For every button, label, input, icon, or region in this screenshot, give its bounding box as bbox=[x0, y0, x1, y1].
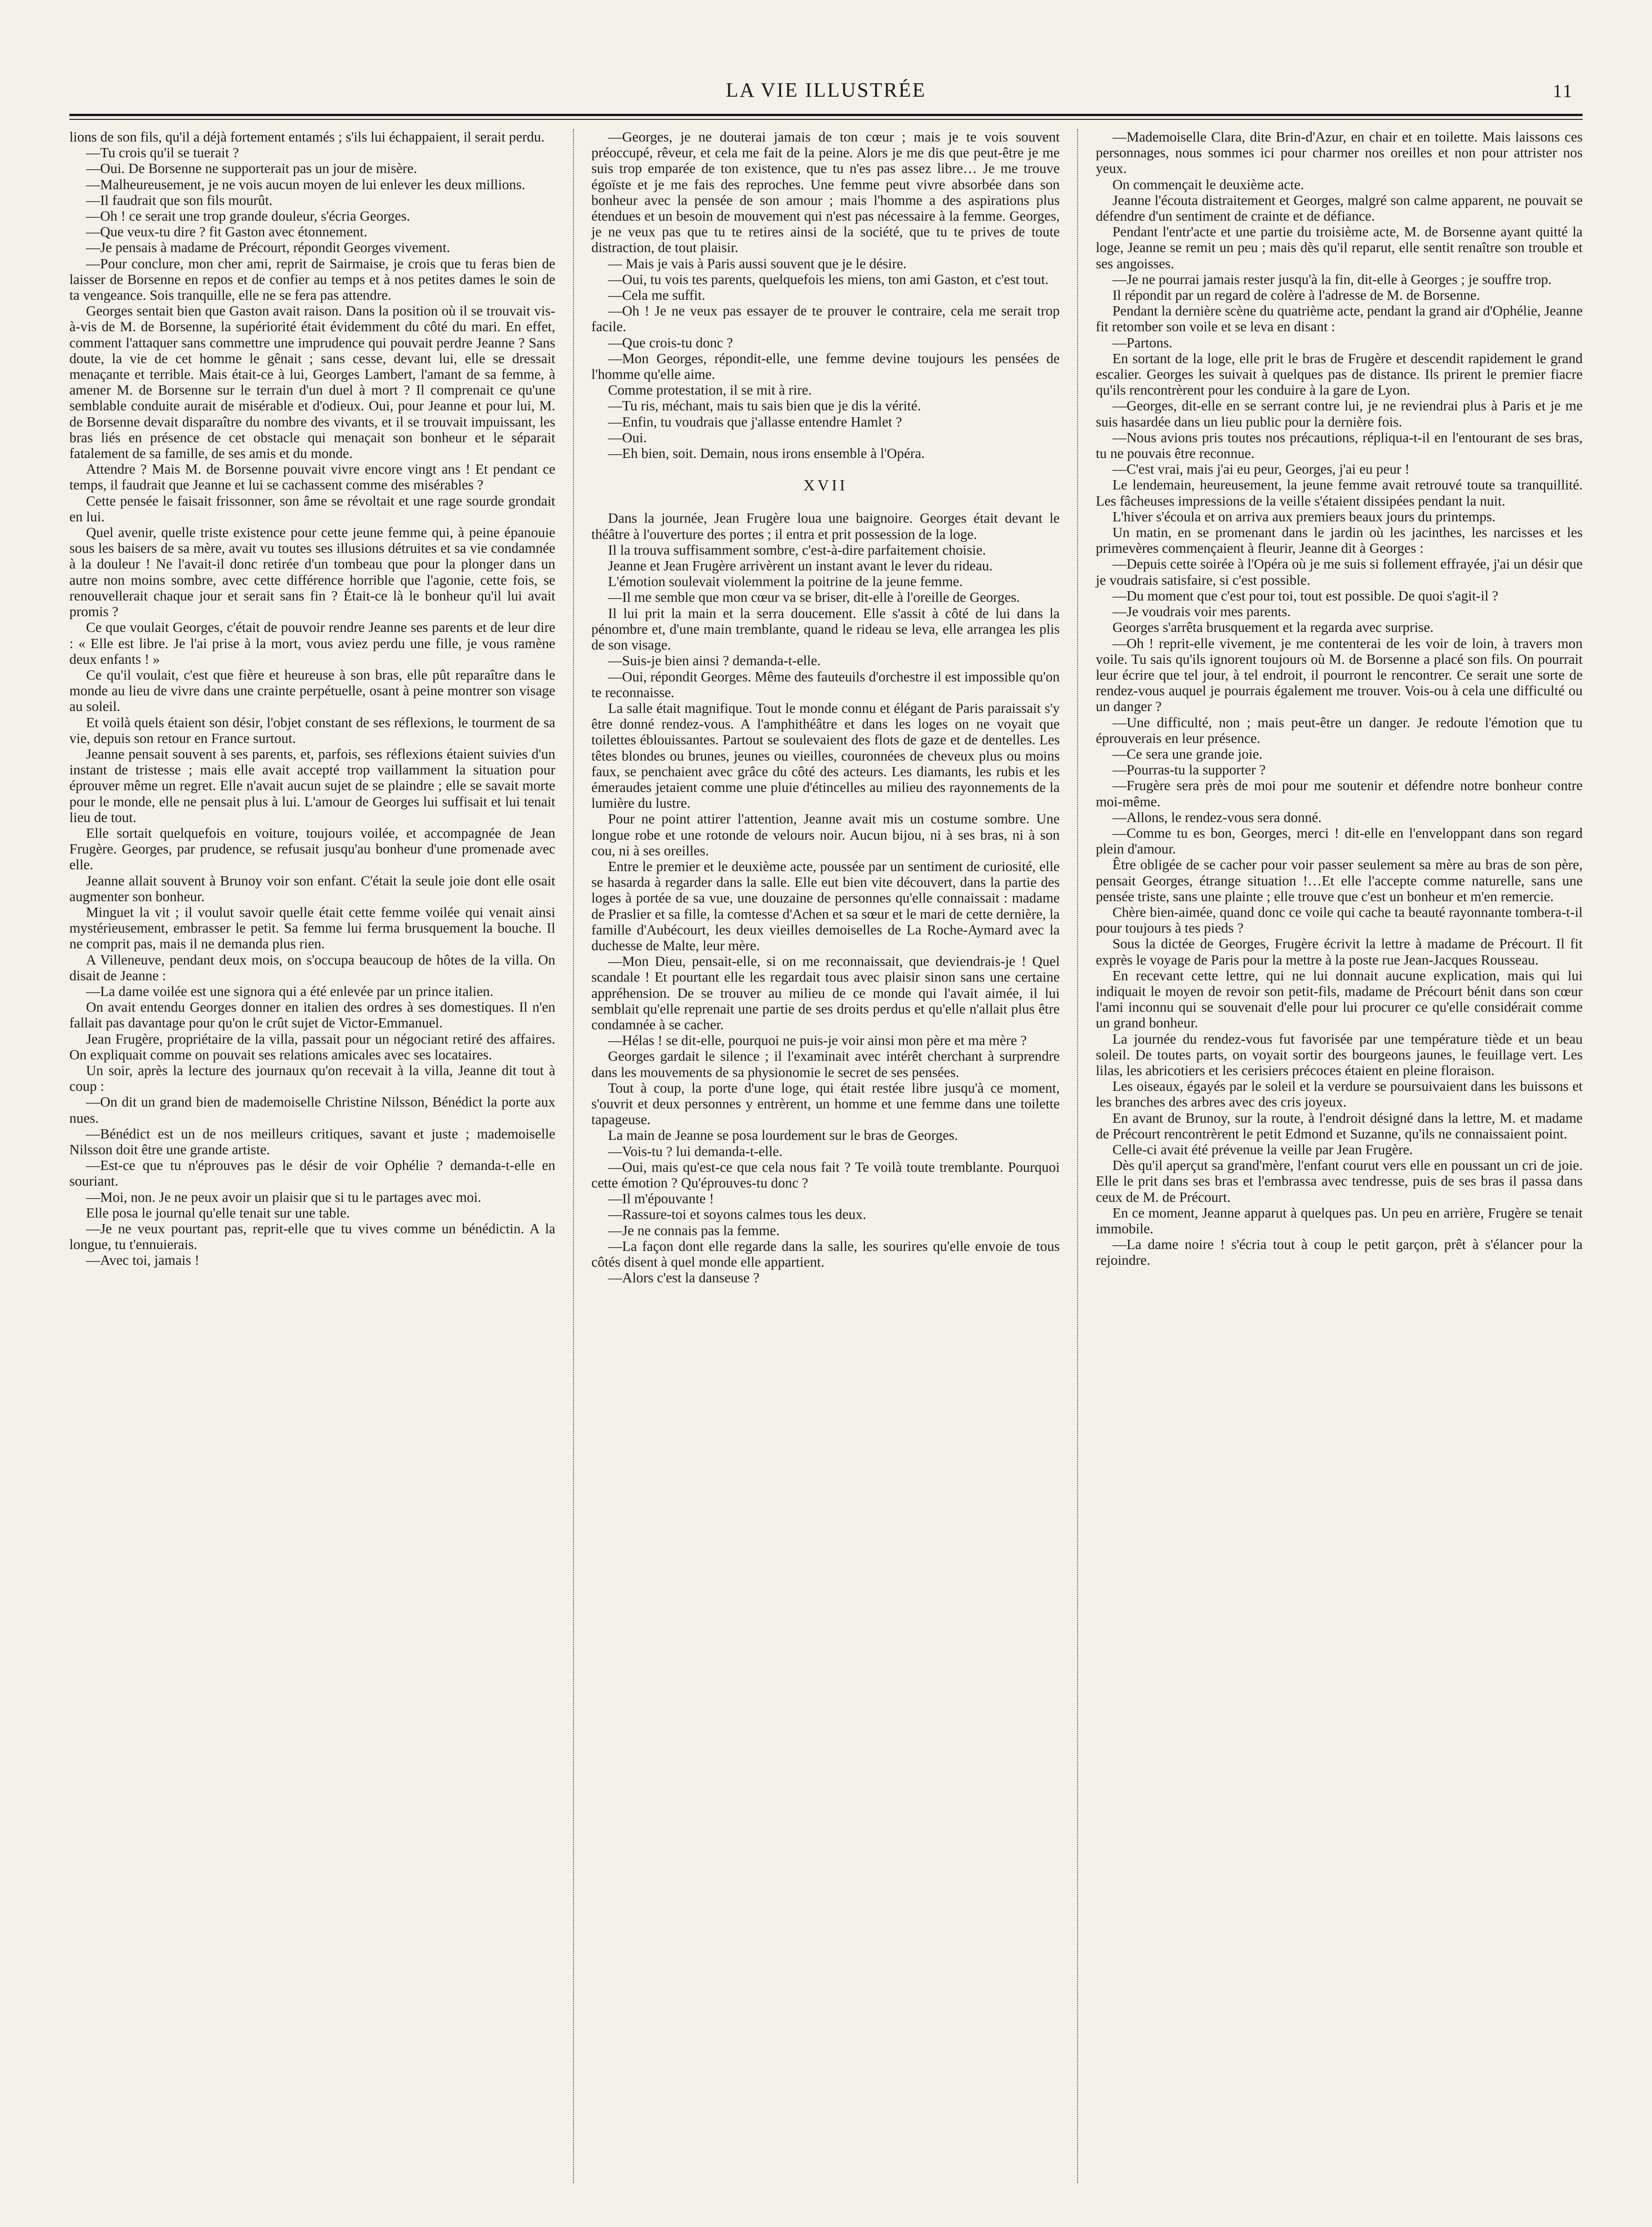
paragraph: —Oui, répondit Georges. Même des fauteuils d'orchestre il est impossible qu'on te reconnaisse. bbox=[591, 668, 1060, 700]
paragraph: En avant de Brunoy, sur la route, à l'endroit désigné dans la lettre, M. et madame de Précourt rencontrèrent le petit Edmond et Suzanne, qu'ils ne connaissaient point. bbox=[1096, 1110, 1583, 1142]
paragraph: Il la trouva suffisamment sombre, c'est-à-dire parfaitement choisie. bbox=[608, 542, 986, 558]
paragraph: Jeanne et Jean Frugère arrivèrent un instant avant le lever du rideau. bbox=[608, 558, 993, 574]
paragraph: —La façon dont elle regarde dans la salle, les sourires qu'elle envoie de tous côtés disent à quel monde elle appartient. bbox=[591, 1238, 1060, 1270]
paragraph: —Tu ris, méchant, mais tu sais bien que je dis la vérité. bbox=[608, 398, 921, 414]
paragraph: lions de son fils, qu'il a déjà fortement entamés ; s'ils lui échappaient, il serait perdu. bbox=[69, 129, 545, 145]
paragraph: —Pourras-tu la supporter ? bbox=[1112, 762, 1266, 778]
paragraph: Celle-ci avait été prévenue la veille par Jean Frugère. bbox=[1112, 1142, 1413, 1157]
paragraph: Être obligée de se cacher pour voir passer seulement sa mère au bras de son père, pensait Georges, étrange situation !…Et elle l'accepte comme naturelle, sans une pensée triste, sans une plainte ; elle trouve que c'est un bonheur et m'en remercie. bbox=[1096, 857, 1583, 904]
paragraph: —Une difficulté, non ; mais peut-être un danger. Je redoute l'émotion que tu éprouverais en leur présence. bbox=[1096, 714, 1583, 746]
paragraph: —Oui, tu vois tes parents, quelquefois les miens, ton ami Gaston, et c'est tout. bbox=[608, 271, 1049, 287]
paragraph: —Georges, je ne douterai jamais de ton cœur ; mais je te vois souvent préoccupé, rêveur, et cela me fait de la peine. Alors je me dis que peut-être je me suis trop emparée de ton existence, que tu n'es pas assez libre… Je me trouve égoïste et je me fais des reproches. Une femme peut vivre absorbée dans son bonheur avec la pensée de son amour ; mais l'homme a des aspirations plus étendues et un besoin de mouvement qui n'est pas nécessaire à la femme. Georges, je ne veux pas que tu te retires ainsi de la société, que tu te prives de toute distraction, de tout plaisir. bbox=[591, 129, 1060, 256]
column-middle bbox=[574, 129, 1079, 2183]
paragraph: —Mon Dieu, pensait-elle, si on me reconnaissait, que deviendrais-je ! Quel scandale ! Et pourtant elle les regardait tous avec plaisir sinon sans une certaine appréhension. De se trouver au milieu de ce monde qui l'avait aimée, il lui semblait qu'elle reprenait une partie de ses droits perdus et qu'elle n'allait plus être condamnée à se cacher. bbox=[591, 953, 1060, 1033]
paragraph: Pour ne point attirer l'attention, Jeanne avait mis un costume sombre. Une longue robe et une rotonde de velours noir. Aucun bijou, ni à ses bras, ni à son cou, ni à ses oreilles. bbox=[591, 811, 1060, 859]
paragraph: —Je ne connais pas la femme. bbox=[608, 1222, 780, 1238]
paragraph: —Allons, le rendez-vous sera donné. bbox=[1112, 809, 1322, 825]
paragraph: A Villeneuve, pendant deux mois, on s'occupa beaucoup de hôtes de la villa. On disait de Jeanne : bbox=[69, 952, 555, 984]
paragraph: Elle posa le journal qu'elle tenait sur une table. bbox=[86, 1205, 350, 1221]
article-columns bbox=[69, 129, 1583, 2183]
paragraph: —Georges, dit-elle en se serrant contre lui, je ne reviendrai plus à Paris et je me suis hasardée dans un lieu public pour la dernière fois. bbox=[1096, 398, 1583, 430]
paragraph: Georges gardait le silence ; il l'examinait avec intérêt cherchant à surprendre dans les mouvements de sa physionomie le secret de ses pensées. bbox=[591, 1048, 1060, 1080]
paragraph: Les oiseaux, égayés par le soleil et la verdure se poursuivaient dans les buissons et les branches des arbres avec des cris joyeux. bbox=[1096, 1078, 1583, 1110]
paragraph: —Avec toi, jamais ! bbox=[86, 1252, 200, 1268]
paragraph: —Hélas ! se dit-elle, pourquoi ne puis-je voir ainsi mon père et ma mère ? bbox=[608, 1033, 1027, 1049]
paragraph: —Ce sera une grande joie. bbox=[1112, 746, 1263, 762]
paragraph: —Partons. bbox=[1112, 334, 1172, 351]
paragraph: La salle était magnifique. Tout le monde connu et élégant de Paris paraissait s'y être donné rendez-vous. A l'amphithéâtre et dans les loges on ne voyait que toilettes éblouissantes. Partout se soulevaient des flots de gaze et de dentelles. Les têtes blondes ou brunes, jeunes ou vieilles, couronnées de cheveux plus ou moins faux, se penchaient avec grâce du côté des acteurs. Les diamants, les rubis et les émeraudes jetaient comme une pluie d'étincelles au milieu des rayonnements de la lumière du lustre. bbox=[591, 700, 1060, 811]
paragraph: Attendre ? Mais M. de Borsenne pouvait vivre encore vingt ans ! Et pendant ce temps, il faudrait que Jeanne et lui se cachassent comme des misérables ? bbox=[69, 461, 555, 493]
paragraph: Jeanne pensait souvent à ses parents, et, parfois, ses réflexions étaient suivies d'un instant de tristesse ; mais elle avait accepté trop vaillamment la situation pour éprouver même un regret. Elle n'avait aucun sujet de se plaindre ; elle se savait morte pour le monde, elle ne pensait plus à lui. L'amour de Georges lui suffisait et lui tenait lieu de tout. bbox=[69, 746, 555, 825]
paragraph: —Que crois-tu donc ? bbox=[608, 334, 733, 351]
paragraph: En recevant cette lettre, qui ne lui donnait aucune explication, mais qui lui indiquait le moyen de revoir son petit-fils, madame de Précourt bénit dans son cœur l'ami inconnu qui se souvenait d'elle pour lui procurer ce qu'elle considérait comme un grand bonheur. bbox=[1096, 967, 1583, 1031]
paragraph: —Du moment que c'est pour toi, tout est possible. De quoi s'agit-il ? bbox=[1112, 588, 1498, 604]
paragraph: —Mon Georges, répondit-elle, une femme devine toujours les pensées de l'homme qu'elle aime. bbox=[591, 350, 1060, 383]
paragraph: —Il faudrait que son fils mourût. bbox=[86, 192, 273, 208]
paragraph: —Oh ! Je ne veux pas essayer de te prouver le contraire, cela me serait trop facile. bbox=[591, 303, 1060, 335]
paragraph: —Eh bien, soit. Demain, nous irons ensemble à l'Opéra. bbox=[608, 445, 925, 462]
paragraph: Georges s'arrêta brusquement et la regarda avec surprise. bbox=[1112, 619, 1434, 636]
paragraph: —Malheureusement, je ne vois aucun moyen de lui enlever les deux millions. bbox=[86, 176, 525, 192]
paragraph: Un matin, en se promenant dans le jardin où les jacinthes, les narcisses et les primevères commençaient à fleurir, Jeanne dit à Georges : bbox=[1096, 525, 1583, 557]
paragraph: —La dame noire ! s'écria tout à coup le petit garçon, prêt à s'élancer pour la rejoindre. bbox=[1096, 1237, 1583, 1268]
paragraph: —Cela me suffit. bbox=[608, 287, 706, 303]
paragraph: Jeanne l'écouta distraitement et Georges, malgré son calme apparent, ne pouvait se défendre d'un sentiment de crainte et de défiance. bbox=[1096, 192, 1583, 224]
paragraph: Georges sentait bien que Gaston avait raison. Dans la position où il se trouvait vis-à-vis de M. de Borsenne, la supériorité était évidemment du côté du mari. En effet, comment l'attaquer sans commettre une imprudence qui pouvait perdre Jeanne ? Sans doute, la vie de cet homme le gênait ; sans cesse, devant lui, elle se dressait menaçante et terrible. Mais était-ce à lui, Georges Lambert, l'amant de sa femme, à amener M. de Borsenne sur le terrain d'un duel à mort ? Il comprenait ce qu'une semblable conduite aurait de misérable et d'odieux. Oui, pour Jeanne et pour lui, M. de Borsenne devait disparaître du nombre des vivants, et il se trouvait impuissant, les bras liés en présence de cet obstacle qui menaçait son bonheur et le séparait fatalement de sa famille, de ses amis et du monde. bbox=[69, 303, 555, 462]
paragraph: —Depuis cette soirée à l'Opéra où je me suis si follement effrayée, j'ai un désir que je voudrais satisfaire, si c'est possible. bbox=[1096, 556, 1583, 588]
publication-title: LA VIE ILLUSTRÉE bbox=[726, 79, 926, 101]
paragraph: —Frugère sera près de moi pour me soutenir et défendre notre bonheur contre moi-même. bbox=[1096, 778, 1583, 810]
paragraph: —Oh ! reprit-elle vivement, je me contenterai de les voir de loin, à travers mon voile. Tu sais qu'ils ignorent toujours où M. de Borsenne a placé son fils. On pourrait leur écrire que tel jour, à tel endroit, il pourront le rencontrer. Ce serait une sorte de rendez-vous auquel je pourrais également me trouver. Vois-ou à cela une difficulté ou un danger ? bbox=[1096, 635, 1583, 715]
paragraph: Tout à coup, la porte d'une loge, qui était restée libre jusqu'à ce moment, s'ouvrit et deux personnes y entrèrent, un homme et une femme dans une toilette tapageuse. bbox=[591, 1080, 1060, 1128]
paragraph: Dès qu'il aperçut sa grand'mère, l'enfant courut vers elle en poussant un cri de joie. Elle le prit dans ses bras et l'embrassa avec tendresse, puis de ses bras il passa dans ceux de M. de Précourt. bbox=[1096, 1157, 1583, 1205]
column-left bbox=[69, 129, 574, 2183]
paragraph: Jean Frugère, propriétaire de la villa, passait pour un négociant retiré des affaires. On expliquait comme on pouvait ses relations amicales avec ses locataires. bbox=[69, 1031, 555, 1063]
paragraph: En sortant de la loge, elle prit le bras de Frugère et descendit rapidement le grand escalier. Georges les suivait à quelques pas de distance. Ils prirent le premier fiacre qu'ils rencontrèrent pour les conduire à la gare de Lyon. bbox=[1096, 350, 1583, 398]
paragraph: L'émotion soulevait violemment la poitrine de la jeune femme. bbox=[608, 574, 963, 590]
page-header bbox=[69, 69, 1583, 102]
paragraph: —On dit un grand bien de mademoiselle Christine Nilsson, Bénédict la porte aux nues. bbox=[69, 1094, 555, 1126]
paragraph: —Je voudrais voir mes parents. bbox=[1112, 604, 1291, 620]
paragraph: La journée du rendez-vous fut favorisée par une température tiède et un beau soleil. De toutes parts, on voyait sortir des bourgeons jaunes, le feuillage vert. Les lilas, les abricotiers et les cerisiers précoces étaient en pleine floraison. bbox=[1096, 1031, 1583, 1078]
paragraph: On commençait le deuxième acte. bbox=[1112, 176, 1304, 192]
paragraph: La main de Jeanne se posa lourdement sur le bras de Georges. bbox=[608, 1127, 958, 1144]
paragraph: Et voilà quels étaient son désir, l'objet constant de ses réflexions, le tourment de sa vie, depuis son retour en France surtout. bbox=[69, 714, 555, 746]
paragraph: —La dame voilée est une signora qui a été enlevée par un prince italien. bbox=[86, 983, 493, 999]
paragraph: —Suis-je bien ainsi ? demanda-t-elle. bbox=[608, 653, 821, 669]
paragraph: Un soir, après la lecture des journaux qu'on recevait à la villa, Jeanne dit tout à coup : bbox=[69, 1062, 555, 1095]
paragraph: —C'est vrai, mais j'ai eu peur, Georges, j'ai eu peur ! bbox=[1112, 461, 1410, 477]
chapter-heading: XVII bbox=[803, 477, 848, 495]
paragraph: —Mademoiselle Clara, dite Brin-d'Azur, en chair et en toilette. Mais laissons ces personnages, nous sommes ici pour charmer nos oreilles et non pour attrister nos yeux. bbox=[1096, 129, 1583, 177]
page-number: 11 bbox=[1553, 80, 1573, 101]
paragraph: Dans la journée, Jean Frugère loua une baignoire. Georges était devant le théâtre à l'ouverture des portes ; il entra et prit possession de la loge. bbox=[591, 510, 1060, 542]
paragraph: — Mais je vais à Paris aussi souvent que je le désire. bbox=[608, 255, 907, 272]
paragraph: —Oui, mais qu'est-ce que cela nous fait ? Te voilà toute tremblante. Pourquoi cette émotion ? Qu'éprouves-tu donc ? bbox=[591, 1159, 1060, 1191]
paragraph: Pendant la dernière scène du quatrième acte, pendant la grand air d'Ophélie, Jeanne fit retomber son voile et se leva en disant : bbox=[1096, 303, 1583, 335]
paragraph: Chère bien-aimée, quand donc ce voile qui cache ta beauté rayonnante tombera-t-il pour toujours à tes pieds ? bbox=[1096, 904, 1583, 936]
paragraph: —Je pensais à madame de Précourt, répondit Georges vivement. bbox=[86, 240, 450, 256]
paragraph: —Il me semble que mon cœur va se briser, dit-elle à l'oreille de Georges. bbox=[608, 589, 1020, 606]
paragraph: —Oui. bbox=[608, 429, 647, 445]
paragraph: Ce que voulait Georges, c'était de pouvoir rendre Jeanne ses parents et de leur dire : « Elle est libre. Je l'ai prise à la mort, vous aviez perdu une fille, je vous ramène deux enfants ! » bbox=[69, 619, 555, 667]
paragraph: —Nous avions pris toutes nos précautions, répliqua-t-il en l'entourant de ses bras, tu ne pouvais être reconnue. bbox=[1096, 429, 1583, 462]
paragraph: —Rassure-toi et soyons calmes tous les deux. bbox=[608, 1206, 866, 1223]
paragraph: —Est-ce que tu n'éprouves pas le désir de voir Ophélie ? demanda-t-elle en souriant. bbox=[69, 1157, 555, 1189]
header-rule bbox=[69, 114, 1583, 120]
paragraph: Quel avenir, quelle triste existence pour cette jeune femme qui, à peine épanouie sous les baisers de sa mère, avait vu toutes ses illusions détruites et sa vie condamnée à la douleur ! Ne l'avait-il donc retirée d'un tombeau que pour la plonger dans un autre non moins sombre, avec cette différence horrible que l'agonie, cette fois, se renouvellerait chaque jour et serait sans fin ? Était-ce là le bonheur qu'il lui avait promis ? bbox=[69, 525, 555, 620]
paragraph: —Je ne pourrai jamais rester jusqu'à la fin, dit-elle à Georges ; je souffre trop. bbox=[1112, 271, 1552, 287]
paragraph: Il lui prit la main et la serra doucement. Elle s'assit à côté de lui dans la pénombre et, d'une main tremblante, quand le rideau se leva, elle arrangea les plis de son visage. bbox=[591, 605, 1060, 653]
paragraph: —Il m'épouvante ! bbox=[608, 1191, 714, 1207]
paragraph: Elle sortait quelquefois en voiture, toujours voilée, et accompagnée de Jean Frugère. Georges, par prudence, se refusait jusqu'au bonheur d'une promenade avec elle. bbox=[69, 825, 555, 873]
paragraph: En ce moment, Jeanne apparut à quelques pas. Un peu en arrière, Frugère se tenait immobile. bbox=[1096, 1205, 1583, 1237]
paragraph: Le lendemain, heureusement, la jeune femme avait retrouvé toute sa tranquillité. Les fâcheuses impressions de la veille s'étaient dissipées pendant la nuit. bbox=[1096, 477, 1583, 509]
paragraph: —Oui. De Borsenne ne supporterait pas un jour de misère. bbox=[86, 161, 417, 177]
paragraph: —Comme tu es bon, Georges, merci ! dit-elle en l'enveloppant dans son regard plein d'amour. bbox=[1096, 825, 1583, 857]
paragraph: Jeanne allait souvent à Brunoy voir son enfant. C'était la seule joie dont elle osait augmenter son bonheur. bbox=[69, 872, 555, 904]
paragraph: —Tu crois qu'il se tuerait ? bbox=[86, 145, 239, 161]
paragraph: Pendant l'entr'acte et une partie du troisième acte, M. de Borsenne ayant quitté la loge, Jeanne se remit un peu ; mais dès qu'il reparut, elle sentit renaître son trouble et ses angoisses. bbox=[1096, 224, 1583, 272]
paragraph: Il répondit par un regard de colère à l'adresse de M. de Borsenne. bbox=[1112, 287, 1480, 303]
paragraph: —Enfin, tu voudrais que j'allasse entendre Hamlet ? bbox=[608, 414, 902, 430]
paragraph: —Vois-tu ? lui demanda-t-elle. bbox=[608, 1143, 783, 1159]
paragraph: —Je ne veux pourtant pas, reprit-elle que tu vives comme un bénédictin. A la longue, tu t'ennuierais. bbox=[69, 1221, 555, 1253]
paragraph: Sous la dictée de Georges, Frugère écrivit la lettre à madame de Précourt. Il fit exprès le voyage de Paris pour la mettre à la poste rue Jean-Jacques Rousseau. bbox=[1096, 936, 1583, 968]
column-right bbox=[1078, 129, 1583, 2183]
paragraph: L'hiver s'écoula et on arriva aux premiers beaux jours du printemps. bbox=[1112, 508, 1496, 525]
paragraph: —Que veux-tu dire ? fit Gaston avec étonnement. bbox=[86, 224, 368, 240]
paragraph: Cette pensée le faisait frissonner, son âme se révoltait et une rage sourde grondait en lui. bbox=[69, 493, 555, 525]
paragraph: Minguet la vit ; il voulut savoir quelle était cette femme voilée qui venait ainsi mystérieusement, embrasser le petit. Sa femme lui ferma brusquement la bouche. Il ne comprit pas, mais il ne demanda plus rien. bbox=[69, 904, 555, 952]
paragraph: —Oh ! ce serait une trop grande douleur, s'écria Georges. bbox=[86, 208, 410, 224]
paragraph: Comme protestation, il se mit à rire. bbox=[608, 382, 812, 398]
paragraph: —Alors c'est la danseuse ? bbox=[608, 1270, 759, 1286]
paragraph: On avait entendu Georges donner en italien des ordres à ses domestiques. Il n'en fallait pas davantage pour qu'on le crût sujet de Victor-Emmanuel. bbox=[69, 999, 555, 1031]
paragraph: Ce qu'il voulait, c'est que fière et heureuse à son bras, elle pût reparaître dans le monde au lieu de vivre dans une crainte perpétuelle, osant à peine montrer son visage au soleil. bbox=[69, 667, 555, 715]
paragraph: —Bénédict est un de nos meilleurs critiques, savant et juste ; mademoiselle Nilsson doit être une grande artiste. bbox=[69, 1126, 555, 1157]
paragraph: Entre le premier et le deuxième acte, poussée par un sentiment de curiosité, elle se hasarda à regarder dans la salle. Elle eut bien vite découvert, dans la partie des loges à portée de sa vue, une douzaine de personnes qu'elle connaissait : madame de Praslier et sa fille, la comtesse d'Achen et sa sœur et le mari de cette dernière, la famille d'Aubécourt, les deux vieilles demoiselles de La Roche-Aymard avec la duchesse de Malte, leur mère. bbox=[591, 858, 1060, 953]
paragraph: —Moi, non. Je ne peux avoir un plaisir que si tu le partages avec moi. bbox=[86, 1189, 481, 1205]
paragraph: —Pour conclure, mon cher ami, reprit de Sairmaise, je crois que tu feras bien de laisser de Borsenne en repos et de confier au temps et à nos petites dames le soin de ta vengeance. Sois tranquille, elle ne se fera pas attendre. bbox=[69, 255, 555, 303]
